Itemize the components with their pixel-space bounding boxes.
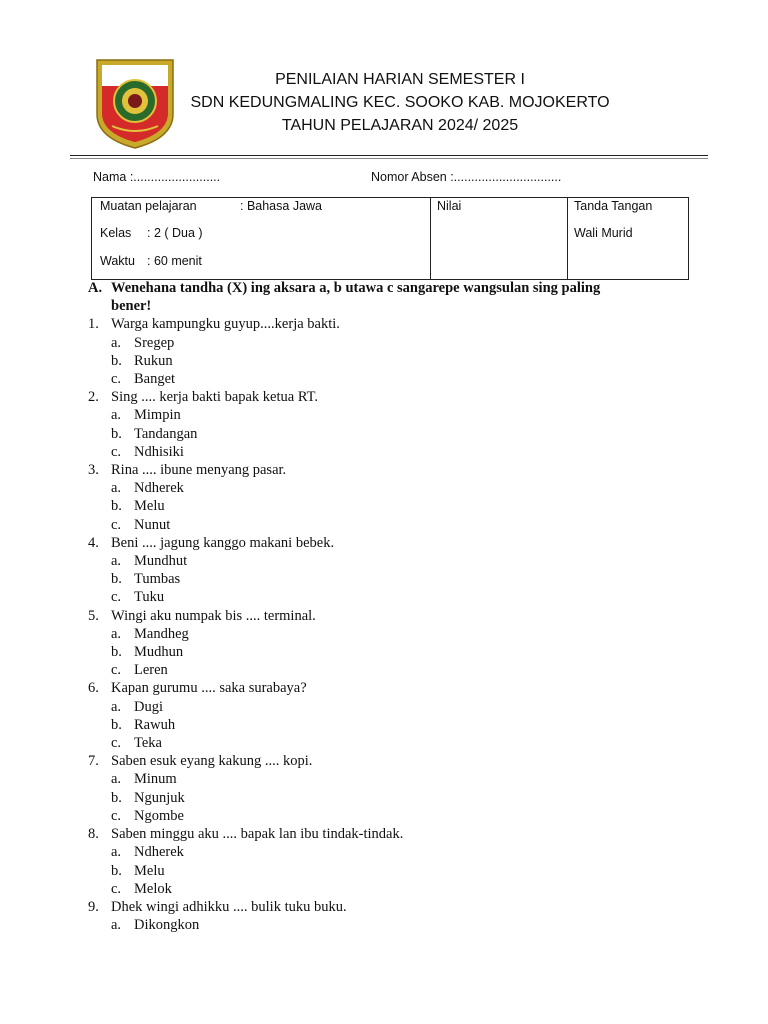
question-number: 1. (88, 316, 99, 333)
option-letter: c. (111, 807, 122, 824)
option-letter: c. (111, 589, 122, 606)
attendance-number-field[interactable]: Nomor Absen :............................... (371, 170, 562, 184)
guardian-label: Wali Murid (574, 226, 633, 240)
option-letter: b. (111, 425, 122, 442)
option-letter: b. (111, 571, 122, 588)
answer-option[interactable] (88, 698, 648, 716)
question-item (88, 679, 648, 697)
header-divider (70, 155, 708, 156)
score-label: Nilai (437, 199, 462, 213)
answer-option[interactable] (88, 916, 648, 934)
option-letter: b. (111, 498, 122, 515)
option-letter: b. (111, 789, 122, 806)
answer-option[interactable] (88, 843, 648, 861)
question-text: Warga kampungku guyup....kerja bakti. (111, 316, 340, 333)
option-text: Melu (134, 862, 165, 879)
question-number: 3. (88, 462, 99, 479)
option-text: Rawuh (134, 716, 176, 733)
answer-option[interactable] (88, 625, 648, 643)
title-line-3: TAHUN PELAJARAN 2024/ 2025 (281, 117, 519, 134)
question-item (88, 825, 648, 843)
option-text: Dikongkon (134, 917, 200, 934)
answer-option[interactable] (88, 570, 648, 588)
option-text: Ndhisiki (134, 443, 184, 460)
subject-info-cell (92, 198, 431, 280)
option-letter: c. (111, 735, 122, 752)
subject-value: : Bahasa Jawa (240, 199, 322, 213)
question-number: 8. (88, 826, 99, 843)
option-text: Sregep (134, 334, 175, 351)
question-text: Saben esuk eyang kakung .... kopi. (111, 753, 313, 770)
option-letter: c. (111, 516, 122, 533)
option-text: Banget (134, 371, 176, 388)
question-item (88, 461, 648, 479)
option-text: Mundhut (134, 553, 188, 570)
answer-option[interactable] (88, 807, 648, 825)
instruction-line-1: Wenehana tandha (X) ing aksara a, b utawa c sangarepe wangsulan sing paling (111, 280, 601, 296)
option-letter: c. (111, 662, 122, 679)
student-name-field[interactable]: Nama :......................... (93, 170, 221, 184)
question-item (88, 607, 648, 625)
answer-option[interactable] (88, 716, 648, 734)
option-letter: a. (111, 407, 122, 424)
option-letter: b. (111, 352, 122, 369)
option-letter: b. (111, 862, 122, 879)
section-instruction-cont (88, 297, 648, 315)
option-letter: a. (111, 480, 122, 497)
class-label: Kelas (100, 226, 132, 240)
answer-option[interactable] (88, 552, 648, 570)
option-letter: a. (111, 917, 122, 934)
answer-option[interactable] (88, 643, 648, 661)
time-value: : 60 menit (147, 254, 202, 268)
option-letter: a. (111, 553, 122, 570)
question-text: Sing .... kerja bakti bapak ketua RT. (111, 389, 319, 406)
option-letter: c. (111, 880, 122, 897)
title-line-1: PENILAIAN HARIAN SEMESTER I (275, 71, 525, 88)
header-divider-thin (70, 158, 708, 159)
question-item (88, 315, 648, 333)
answer-option[interactable] (88, 425, 648, 443)
option-text: Mimpin (134, 407, 181, 424)
option-text: Melu (134, 498, 165, 515)
title-line-2: SDN KEDUNGMALING KEC. SOOKO KAB. MOJOKERTO (190, 94, 610, 111)
option-letter: a. (111, 698, 122, 715)
question-number: 9. (88, 898, 99, 915)
question-item (88, 388, 648, 406)
question-text: Beni .... jagung kanggo makani bebek. (111, 534, 335, 551)
question-text: Saben minggu aku .... bapak lan ibu tindak-tindak. (111, 826, 404, 843)
option-text: Mudhun (134, 644, 184, 661)
subject-label: Muatan pelajaran (100, 199, 197, 213)
option-text: Melok (134, 880, 172, 897)
question-text: Wingi aku numpak bis .... terminal. (111, 607, 316, 624)
answer-option[interactable] (88, 516, 648, 534)
score-cell[interactable] (431, 198, 568, 280)
option-text: Teka (134, 735, 162, 752)
exam-info-table (91, 197, 689, 280)
answer-option[interactable] (88, 862, 648, 880)
answer-option[interactable] (88, 479, 648, 497)
answer-option[interactable] (88, 370, 648, 388)
answer-option[interactable] (88, 406, 648, 424)
regency-emblem-logo (94, 56, 176, 150)
option-text: Minum (134, 771, 177, 788)
question-number: 2. (88, 389, 99, 406)
answer-option[interactable] (88, 588, 648, 606)
option-text: Mandheg (134, 625, 189, 642)
answer-option[interactable] (88, 497, 648, 515)
answer-option[interactable] (88, 443, 648, 461)
option-text: Rukun (134, 352, 173, 369)
question-text: Rina .... ibune menyang pasar. (111, 462, 287, 479)
signature-cell[interactable] (568, 198, 689, 280)
question-number: 4. (88, 534, 99, 551)
option-text: Nunut (134, 516, 171, 533)
section-instruction (88, 279, 648, 297)
answer-option[interactable] (88, 352, 648, 370)
option-text: Ngunjuk (134, 789, 185, 806)
answer-option[interactable] (88, 880, 648, 898)
question-text: Dhek wingi adhikku .... bulik tuku buku. (111, 898, 347, 915)
option-letter: b. (111, 644, 122, 661)
question-number: 5. (88, 607, 99, 624)
option-letter: a. (111, 625, 122, 642)
option-letter: a. (111, 844, 122, 861)
page-title (180, 68, 620, 137)
answer-option[interactable] (88, 789, 648, 807)
option-letter: c. (111, 443, 122, 460)
answer-option[interactable] (88, 661, 648, 679)
option-text: Leren (134, 662, 168, 679)
option-letter: c. (111, 371, 122, 388)
answer-option[interactable] (88, 734, 648, 752)
question-number: 6. (88, 680, 99, 697)
question-text: Kapan gurumu .... saka surabaya? (111, 680, 307, 697)
question-item (88, 534, 648, 552)
option-text: Tuku (134, 589, 165, 606)
option-letter: a. (111, 334, 122, 351)
question-item (88, 898, 648, 916)
option-text: Ndherek (134, 844, 184, 861)
answer-option[interactable] (88, 334, 648, 352)
question-number: 7. (88, 753, 99, 770)
option-text: Tumbas (134, 571, 181, 588)
option-letter: b. (111, 716, 122, 733)
class-value: : 2 ( Dua ) (147, 226, 203, 240)
question-list (88, 279, 648, 934)
option-letter: a. (111, 771, 122, 788)
option-text: Tandangan (134, 425, 198, 442)
signature-label: Tanda Tangan (574, 199, 653, 213)
answer-option[interactable] (88, 770, 648, 788)
instruction-line-2: bener! (111, 298, 152, 315)
option-text: Ngombe (134, 807, 184, 824)
option-text: Dugi (134, 698, 163, 715)
option-text: Ndherek (134, 480, 184, 497)
time-label: Waktu (100, 254, 135, 268)
section-letter: A. (88, 280, 103, 296)
question-item (88, 752, 648, 770)
